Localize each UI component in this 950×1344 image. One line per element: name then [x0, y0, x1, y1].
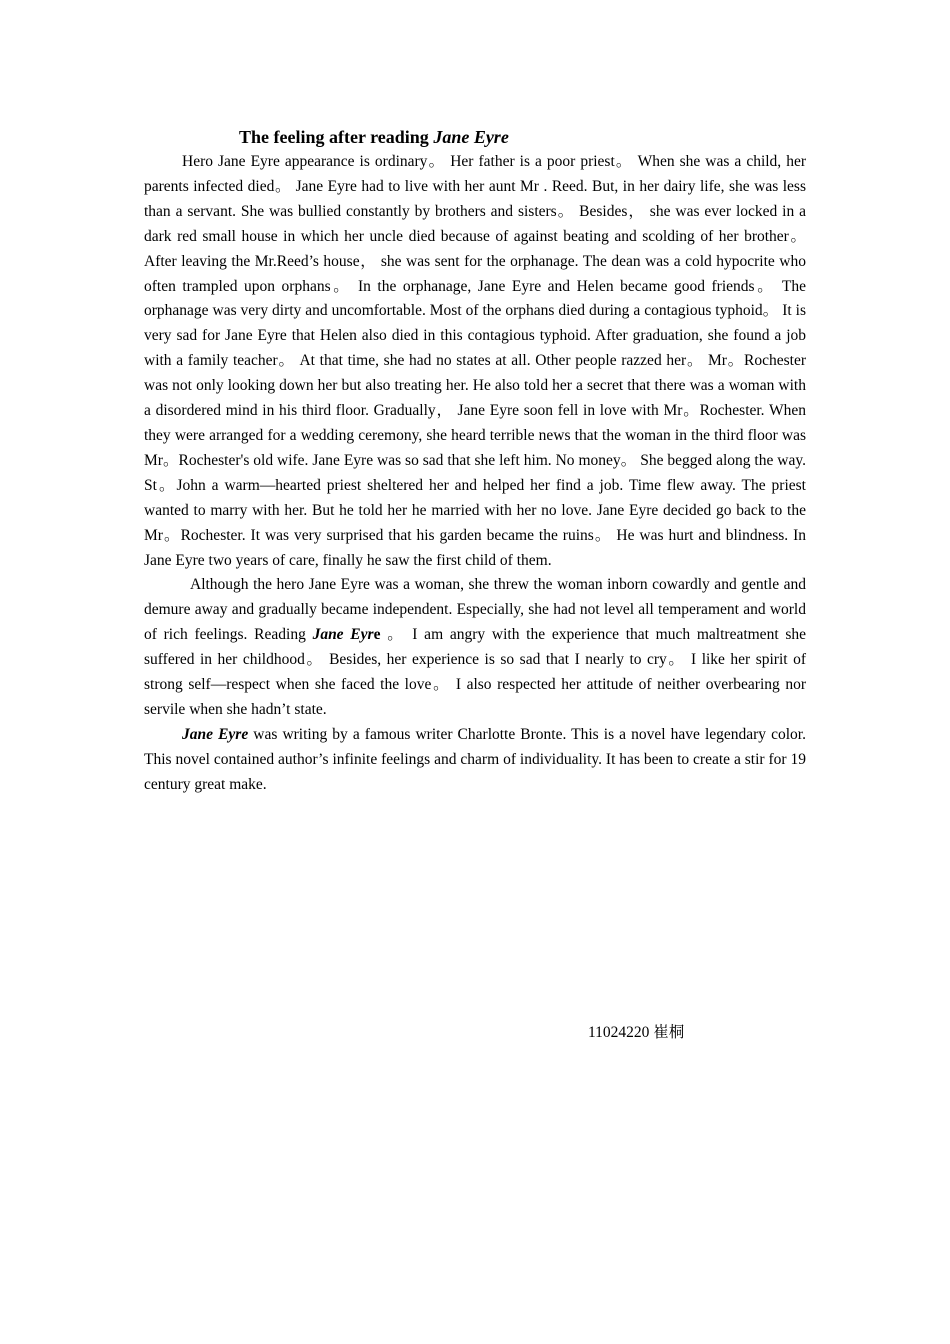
- paragraph-reflection: [144, 573, 806, 722]
- document-body: [144, 124, 806, 798]
- reflection-text-start: Although the hero Jane Eyre was a woman, she threw the woman inborn cowardly and gentle and demure away and gradually became independent. Especially, she had not level all temperament and world of rich feelings. Reading: [144, 576, 806, 644]
- title-book-name: Jane Eyre: [433, 127, 509, 147]
- reflection-text-end: 。 I am angry with the experience that much maltreatment she suffered in her childhood。 Besides, her experience is so sad that I nearly to cry。 I like her spirit of strong self—respect when she faced the love。 I also respected her attitude of neither overbearing nor servile when she hadn’t state.: [144, 626, 807, 718]
- author-text: was writing by a famous writer Charlotte Bronte. This is a novel have legendary color. This novel contained author’s infinite feelings and charm of individuality. It has been to create a stir for 19 century great make.: [144, 725, 806, 793]
- paragraph-plot-summary: Hero Jane Eyre appearance is ordinary。 Her father is a poor priest。 When she was a child, her parents infected died。 Jane Eyre had to live with her aunt Mr . Reed. But, in her dairy life, she was less than a servant. She was bullied constantly by brothers and sisters。 Besides， she was ever locked in a dark red small house in which her uncle died because of against beating and scolding of her brother。 After leaving the Mr.Reed’s house， she was sent for the orphanage. The dean was a cold hypocrite who often trampled upon orphans。 In the orphanage, Jane Eyre and Helen became good friends。 The orphanage was very dirty and uncomfortable. Most of the orphans died during a contagious typhoid。 It is very sad for Jane Eyre that Helen also died in this contagious typhoid. After graduation, she found a job with a family teacher。 At that time, she had no states at all. Other people razzed her。 Mr。Rochester was not only looking down her but also treating her. He also told her a secret that there was a woman with a disordered mind in his third floor. Gradually， Jane Eyre soon fell in love with Mr。Rochester. When they were arranged for a wedding ceremony, she heard terrible news that the woman in the third floor was Mr。Rochester's old wife. Jane Eyre was so sad that she left him. No money。 She begged along the way. St。John a warm—hearted priest sheltered her and helped her find a job. Time flew away. The priest wanted to marry with her. But he told her he married with her no love. Jane Eyre decided go back to the Mr。Rochester. It was very surprised that his garden became the ruins。 He was hurt and blindness. In Jane Eyre two years of care, finally he saw the first child of them.: [144, 153, 806, 569]
- student-signature: 11024220 崔桐: [588, 1024, 685, 1041]
- title-prefix: The feeling after reading: [239, 127, 434, 147]
- author-book-name: Jane Eyre: [182, 725, 249, 743]
- reflection-book-name: Jane Eyr: [312, 626, 374, 644]
- document-title: [239, 124, 806, 150]
- reflection-book-name-tail: e: [373, 626, 381, 644]
- paragraph-author: [144, 723, 806, 798]
